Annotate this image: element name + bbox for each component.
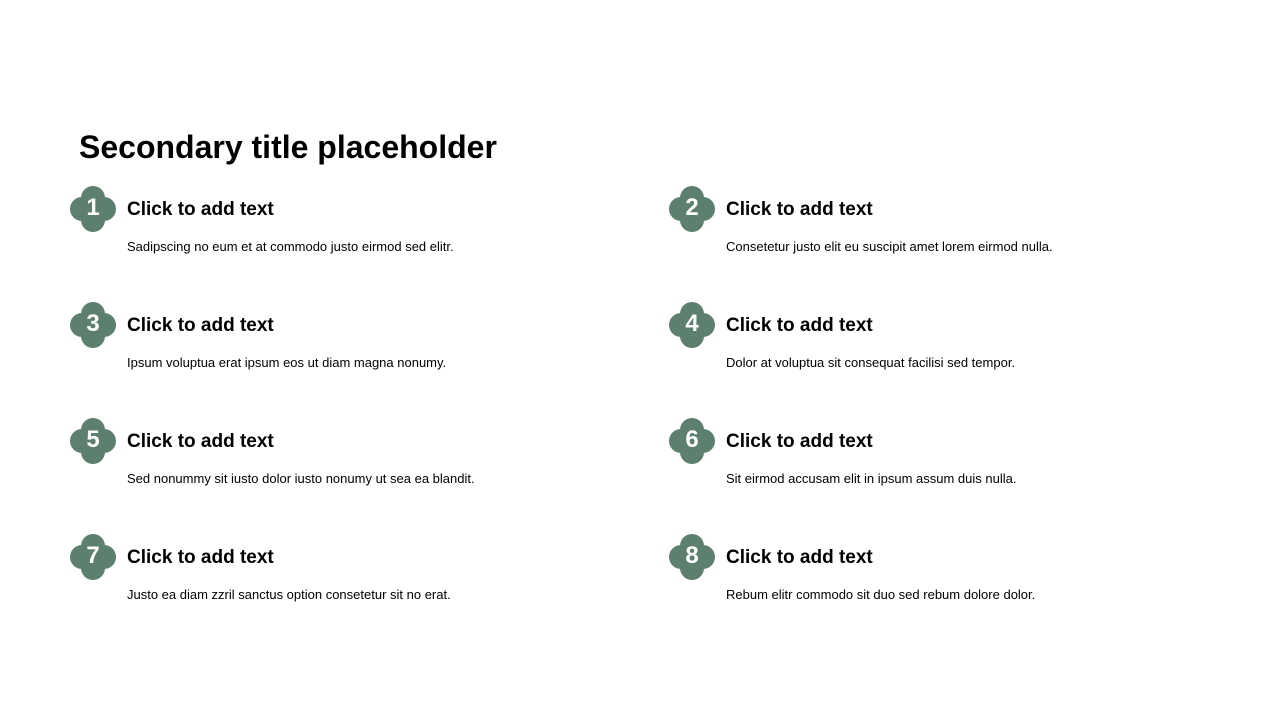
item-description[interactable]: Consetetur justo elit eu suscipit amet lorem eirmod nulla. [726,239,1053,254]
badge-number: 3 [86,310,100,337]
item-heading[interactable]: Click to add text [726,199,873,220]
item-heading[interactable]: Click to add text [726,315,873,336]
list-item [668,417,1188,507]
list-item [69,301,589,391]
item-description[interactable]: Dolor at voluptua sit consequat facilisi sed tempor. [726,355,1016,370]
item-heading[interactable]: Click to add text [726,547,873,568]
number-badge [69,533,117,581]
number-badge [69,301,117,349]
number-badge [668,417,716,465]
item-heading[interactable]: Click to add text [127,431,274,452]
item-description[interactable]: Ipsum voluptua erat ipsum eos ut diam magna nonumy. [127,355,447,370]
item-description[interactable]: Justo ea diam zzril sanctus option consetetur sit no erat. [127,587,451,602]
badge-number: 8 [685,542,699,569]
item-heading[interactable]: Click to add text [127,199,274,220]
list-item [668,533,1188,623]
badge-number: 5 [86,426,100,453]
list-item [668,185,1188,275]
badge-number: 1 [86,194,100,221]
list-item [69,417,589,507]
number-badge [69,185,117,233]
badge-number: 6 [685,426,699,453]
badge-number: 7 [86,542,100,569]
item-heading[interactable]: Click to add text [127,315,274,336]
item-description[interactable]: Rebum elitr commodo sit duo sed rebum dolore dolor. [726,587,1036,602]
item-heading[interactable]: Click to add text [127,547,274,568]
number-badge [69,417,117,465]
slide-title[interactable]: Secondary title placeholder [79,129,497,165]
list-item [69,533,589,623]
item-description[interactable]: Sadipscing no eum et at commodo justo eirmod sed elitr. [127,239,454,254]
number-badge [668,301,716,349]
list-item [69,185,589,275]
number-badge [668,533,716,581]
item-description[interactable]: Sit eirmod accusam elit in ipsum assum duis nulla. [726,471,1017,486]
item-description[interactable]: Sed nonummy sit iusto dolor iusto nonumy ut sea ea blandit. [127,471,475,486]
number-badge [668,185,716,233]
item-heading[interactable]: Click to add text [726,431,873,452]
badge-number: 4 [685,310,699,337]
list-item [668,301,1188,391]
badge-number: 2 [685,194,699,221]
